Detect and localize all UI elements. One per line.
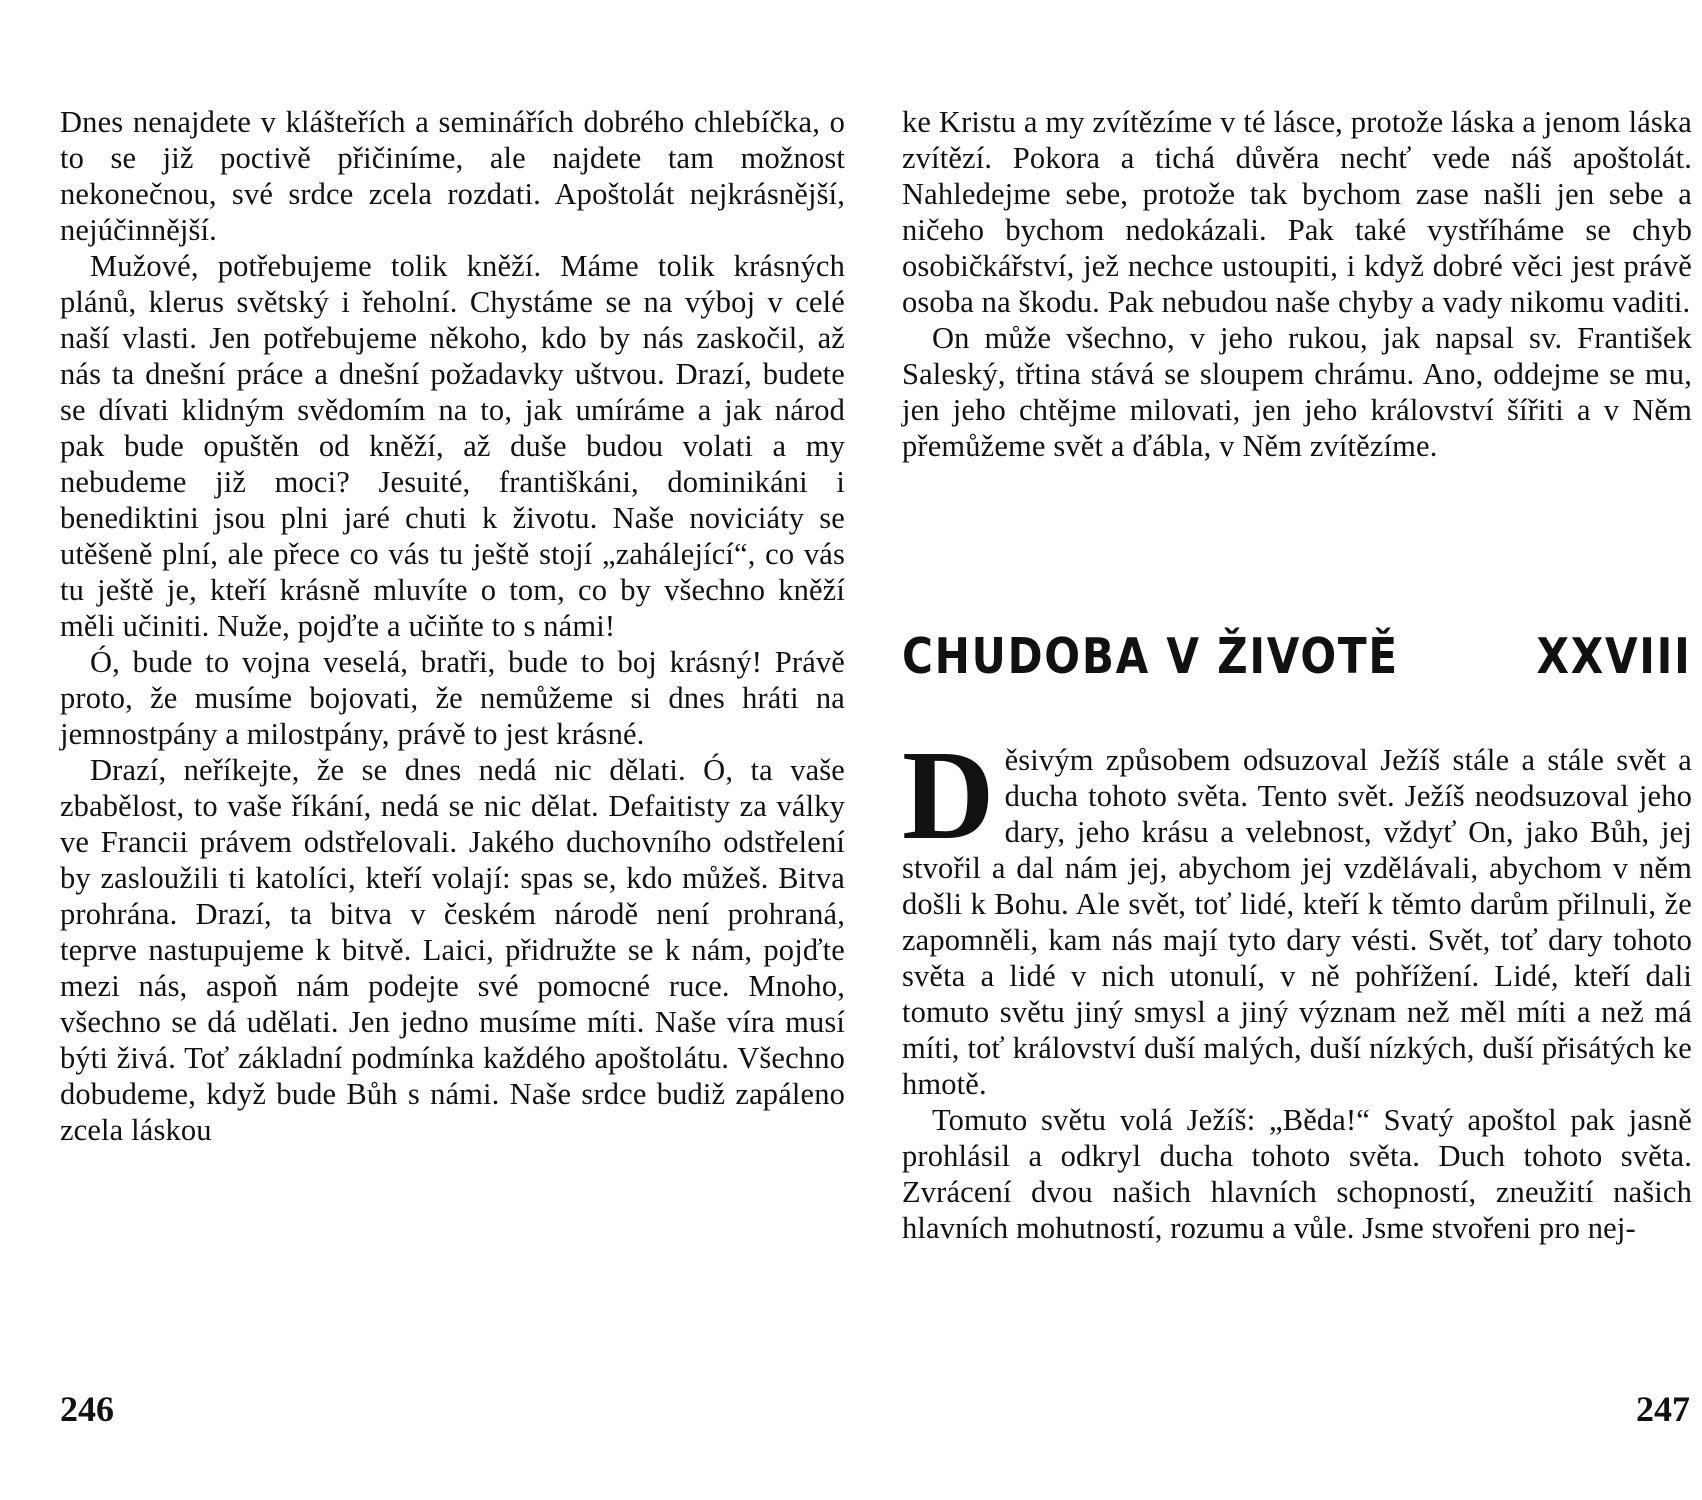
paragraph: Drazí, neříkejte, že se dnes nedá nic dělati. Ó, ta vaše zbabělost, to vaše říkání, nedá se nic dělat. Defaitisty za války ve Francii právem odstřelovali. Jakého duchovního odstřelení by zasloužili ti katolíci, kteří volají: spas se, kdo můžeš. Bitva prohrána. Drazí, ta bitva v českém národě není prohraná, teprve nastupujeme k bitvě. Laici, přidružte se k nám, pojďte mezi nás, aspoň nám podejte své pomocné ruce. Mnoho, všechno se dá udělati. Jen jedno musíme míti. Naše víra musí býti živá. Toť základní podmínka každého apoštolátu. Všechno dobudeme, když bude Bůh s námi. Naše srdce budiž zapáleno zcela láskou	[60, 753, 845, 1147]
page-number-right: 247	[1636, 1389, 1690, 1429]
chapter-first-paragraph	[902, 724, 1692, 1102]
paragraph: Mužové, potřebujeme tolik kněží. Máme tolik krásných plánů, klerus světský i řeholní. Chystáme se na výboj v celé naší vlasti. Jen potřebujeme někoho, kdo by nás zaskočil, až nás ta dnešní práce a dnešní požadavky uštvou. Drazí, budete se dívati klidným svědomím na to, jak umíráme a jak národ pak bude opuštěn od kněží, až duše budou volati a my nebudeme již moci? Jesuité, františkáni, dominikáni i benediktini jsou plni jaré chuti k životu. Naše noviciáty se utěšeně plní, ale přece co vás tu ještě stojí „zahálející“, co vás tu ještě je, kteří krásně mluvíte o tom, co by všechno kněží měli učiniti. Nuže, pojďte a učiňte to s námi!	[60, 249, 845, 643]
paragraph: ke Kristu a my zvítězíme v té lásce, protože láska a jenom láska zvítězí. Pokora a tichá důvěra nechť vede náš apoštolát. Nahledejme sebe, protože tak bychom zase našli jen sebe a ničeho bychom nedokázali. Pak také vystříháme se chyb osobičkářství, jež nechce ustoupiti, i když dobré věci jest právě osoba na škodu. Pak nebudou naše chyby a vady nikomu vaditi.	[902, 105, 1692, 319]
chapter-number: XXVIII	[1536, 628, 1692, 685]
right-text-column	[902, 104, 1692, 464]
chapter-body	[902, 724, 1692, 1246]
right-page	[851, 0, 1702, 1500]
chapter-title: CHUDOBA V ŽIVOTĚ	[902, 628, 1399, 685]
paragraph: Dnes nenajdete v klášteřích a seminářích dobrého chlebíčka, o to se již poctivě přičiníme, ale najdete tam možnost nekonečnou, své srdce zcela rozdati. Apoštolát nejkrásnější, nejúčinnější.	[60, 105, 845, 247]
paragraph: On může všechno, v jeho rukou, jak napsal sv. František Saleský, třtina stává se sloupem chrámu. Ano, oddejme se mu, jen jeho chtějme milovati, jen jeho království šířiti a v Něm přemůžeme svět a ďábla, v Něm zvítězíme.	[902, 321, 1692, 463]
chapter-second-paragraph: Tomuto světu volá Ježíš: „Běda!“ Svatý apoštol pak jasně prohlásil a odkryl ducha tohoto světa. Duch tohoto světa. Zvrácení dvou našich hlavních schopností, zneužití našich hlavních mohutností, rozumu a vůle. Jsme stvořeni pro nej-	[902, 1103, 1692, 1245]
drop-cap: D	[902, 724, 995, 866]
chapter-heading	[902, 628, 1691, 685]
left-text-column	[60, 104, 845, 1148]
chapter-first-paragraph-text: ěsivým způsobem odsuzoval Ježíš stále a stále svět a ducha tohoto světa. Tento svět. Ježíš neodsuzoval jeho dary, jeho krásu a velebnost, vždyť On, jako Bůh, jej stvořil a dal nám jej, abychom jej vzdělávali, abychom v něm došli k Bohu. Ale svět, toť lidé, kteří k těmto darům přilnuli, že zapomněli, kam nás mají tyto dary vésti. Svět, toť dary tohoto světa a lidé v nich utonulí, v ně pohřížení. Lidé, kteří dali tomuto světu jiný smysl a jiný význam než měl míti a než má míti, toť království duší malých, duší nízkých, duší přisátých ke hmotě.	[902, 743, 1692, 1101]
paragraph: Ó, bude to vojna veselá, bratři, bude to boj krásný! Právě proto, že musíme bojovati, že nemůžeme si dnes hráti na jemnostpány a milostpány, právě to jest krásné.	[60, 645, 845, 751]
page-number-left: 246	[60, 1389, 114, 1429]
